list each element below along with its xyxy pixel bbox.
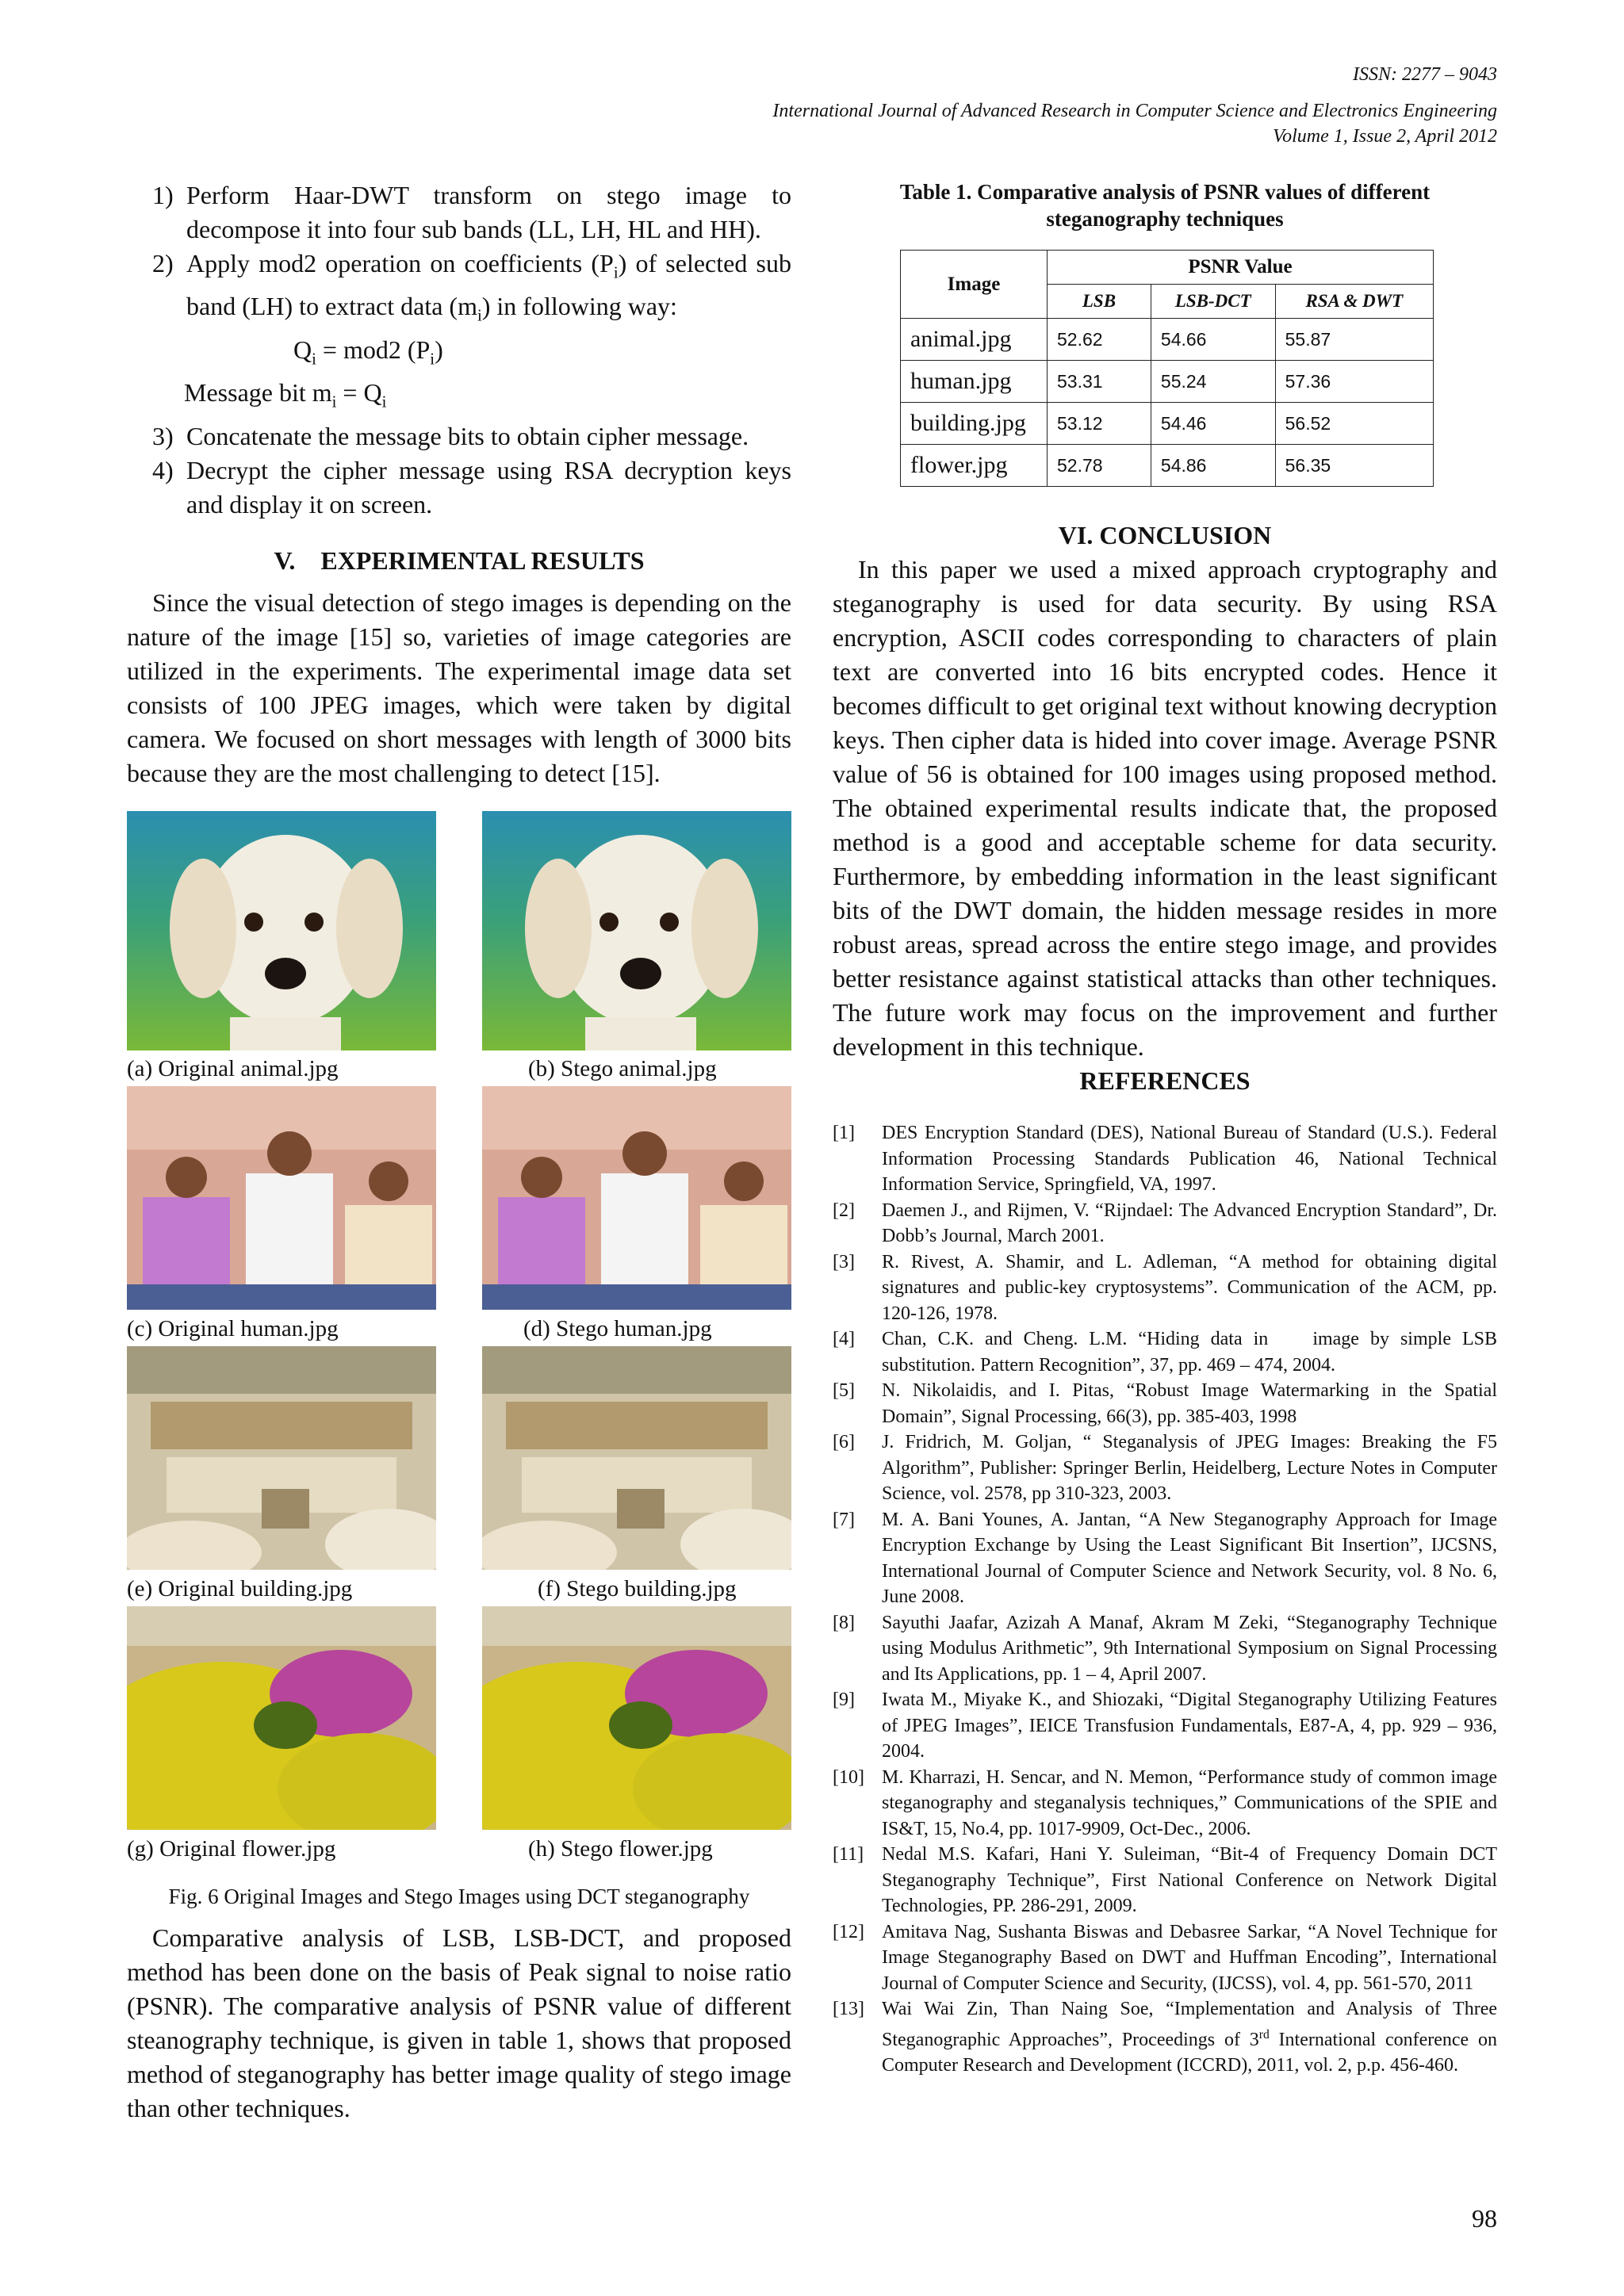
caption-c: (c) Original human.jpg	[127, 1315, 339, 1341]
psnr-table	[900, 250, 1434, 487]
caption-b: (b) Stego animal.jpg	[528, 1055, 717, 1081]
reference-item: [8] Sayuthi Jaafar, Azizah A Manaf, Akram M Zeki, “Steganography Technique using Modulus Arithmetic”, 9th International Symposium on Signal Processing and Its Applications, pp. 1 – 4, April 2007.	[833, 1612, 1497, 1685]
table-row: animal.jpg 52.62 54.66 55.87	[901, 319, 1434, 361]
reference-list	[833, 1120, 1502, 2079]
experimental-paragraph: Since the visual detection of stego images is depending on the nature of the image [15] so, varieties of image categories are utilized in the experiments. The experimental image data set consists of 100 JPEG images, which were taken by digital camera. We focused on short messages with length of 3000 bits because they are the most challenging to detect [15].	[127, 587, 791, 787]
reference-item: [11] Nedal M.S. Kafari, Hani Y. Suleiman, “Bit-4 of Frequency Domain DCT Steganography Technique”, First National Conference on Network Digital Technologies, PP. 286-291, 2009.	[833, 1844, 1497, 1916]
reference-item: [1] DES Encryption Standard (DES), National Bureau of Standard (U.S.). Federal Information Processing Standards Publication 46, National Technical Information Service, Springfield, VA, 1997.	[833, 1123, 1497, 1195]
table-row: building.jpg 53.12 54.46 56.52	[901, 403, 1434, 445]
image-stego-human	[482, 1086, 791, 1326]
image-stego-building	[482, 1346, 791, 1586]
extract-step-1: 1) Perform Haar-DWT transform on stego image to decompose it into four sub bands (LL, LH, HL and HH).	[152, 181, 791, 243]
table-1-caption: Table 1. Comparative analysis of PSNR values of different steganography techniques	[899, 180, 1431, 231]
caption-e: (e) Original building.jpg	[127, 1575, 353, 1601]
image-stego-flower	[482, 1606, 791, 1846]
reference-item: [5] N. Nikolaidis, and I. Pitas, “Robust Image Watermarking in the Spatial Domain”, Signal Processing, 66(3), pp. 385-403, 1998	[833, 1380, 1497, 1427]
section-title-references: REFERENCES	[1079, 1066, 1251, 1095]
table-header-lsb-dct: LSB-DCT	[1151, 285, 1275, 319]
table-header-rsa-dwt: RSA & DWT	[1275, 285, 1433, 319]
reference-item: [7] M. A. Bani Younes, A. Jantan, “A New Steganography Approach for Image Encryption Exchange by Using the Least Significant Bit Insertion”, IJCSNS, International Journal of Computer Science and Network Security, vol. 8 No. 6, June 2008.	[833, 1509, 1497, 1607]
table-header-psnr: PSNR Value	[1048, 251, 1434, 285]
section-title-experimental: V. EXPERIMENTAL RESULTS	[274, 545, 645, 575]
reference-item: [9] Iwata M., Miyake K., and Shiozaki, “Digital Steganography Utilizing Features of JPEG Images”, IEICE Transfusion Fundamentals, E87-A, 4, pp. 929 – 936, 2004.	[833, 1689, 1497, 1762]
journal-name: International Journal of Advanced Research in Computer Science and Electronics Engineering	[772, 101, 1497, 121]
reference-item: [10] M. Kharrazi, H. Sencar, and N. Memon, “Performance study of common image steganography and steganalysis techniques,” Communications of the SPIE and IS&T, 15, No.4, pp. 1017-9909, Oct-Dec., 2006.	[833, 1766, 1497, 1839]
reference-item: [3] R. Rivest, A. Shamir, and L. Adleman, “A method for obtaining digital signatures and public-key cryptosystems”. Communication of the ACM, pp. 120-126, 1978.	[833, 1251, 1497, 1324]
caption-g: (g) Original flower.jpg	[127, 1835, 336, 1862]
image-original-flower	[127, 1606, 436, 1846]
table-row: flower.jpg 52.78 54.86 56.35	[901, 445, 1434, 487]
volume-issue: Volume 1, Issue 2, April 2012	[1273, 126, 1497, 147]
image-original-animal	[127, 811, 436, 1050]
caption-d: (d) Stego human.jpg	[523, 1315, 712, 1341]
equation-q: $Q_i = mod2$ $(P_i)$	[293, 335, 443, 369]
reference-item: [12] Amitava Nag, Sushanta Biswas and Debasree Sarkar, “A Novel Technique for Image Steganography Based on DWT and Huffman Encoding”, International Journal of Computer Science and Security, (IJCSS), vol. 4, pp. 561-570, 2011	[833, 1921, 1497, 1994]
conclusion-paragraph: In this paper we used a mixed approach cryptography and steganography is used for data security. By using RSA encryption, ASCII codes corresponding to characters of plain text are converted into 16 bits encrypted codes. Hence it becomes difficult to get original text without knowing decryption keys. Then cipher data is hided into cover image. Average PSNR value of 56 is obtained for 100 images using proposed method. The obtained experimental results indicate that, the proposed method is a good and acceptable scheme for data security. Furthermore, by embedding information in the least significant bits of the DWT domain, the hidden message resides in more robust areas, spread across the entire stego image, and provides better resistance against statistical attacks than other techniques. The future work may focus on the improvement and further development in this technique.	[833, 555, 1497, 1061]
equation-message-bit: Message bit $m_i = Q_i$	[184, 378, 387, 411]
issn: ISSN: 2277 – 9043	[1353, 64, 1497, 85]
comparative-paragraph: Comparative analysis of LSB, LSB-DCT, and proposed method has been done on the basis of Peak signal to noise ratio (PSNR). The comparative analysis of PSNR value of different steanography technique, is given in table 1, shows that proposed method of steganography has better image quality of stego image than other techniques.	[127, 1923, 791, 2122]
extract-step-3: 3) Concatenate the message bits to obtain cipher message.	[152, 421, 749, 450]
right-column	[833, 178, 1502, 2079]
reference-item: [13] Wai Wai Zin, Than Naing Soe, “Implementation and Analysis of Three Steganographic Approaches”, Proceedings of 3rd International conference on Computer Research and Development (ICCRD), 2011, vol. 2, p.p. 456-460.	[833, 1999, 1498, 2076]
reference-item: [4] Chan, C.K. and Cheng. L.M. “Hiding data in image by simple LSB substitution. Pattern Recognition”, 37, pp. 469 – 474, 2004.	[833, 1329, 1502, 1376]
caption-h: (h) Stego flower.jpg	[528, 1835, 713, 1862]
figure-6-caption: Fig. 6 Original Images and Stego Images using DCT steganography	[168, 1884, 750, 1908]
caption-a: (a) Original animal.jpg	[127, 1055, 339, 1081]
extract-step-4: 4) Decrypt the cipher message using RSA decryption keys and display it on screen.	[152, 455, 791, 519]
page-number: 98	[1472, 2204, 1497, 2233]
reference-item: [2] Daemen J., and Rijmen, V. “Rijndael: The Advanced Encryption Standard”, Dr. Dobb’s Journal, March 2001.	[833, 1200, 1497, 1246]
image-original-building	[127, 1346, 436, 1586]
table-header-image: Image	[901, 251, 1048, 319]
running-header	[772, 62, 1497, 149]
table-header-lsb: LSB	[1048, 285, 1151, 319]
reference-item: [6] J. Fridrich, M. Goljan, “ Steganalysis of JPEG Images: Breaking the F5 Algorithm”, Publisher: Springer Berlin, Heidelberg, Lecture Notes in Computer Science, vol. 2578, pp 310-323, 2003.	[833, 1432, 1497, 1504]
table-row: human.jpg 53.31 55.24 57.36	[901, 361, 1434, 403]
left-column	[127, 178, 791, 2126]
extract-step-2: 2) Apply mod2 operation on coefficients $(P_i)$ of selected sub band (LH) to extract data $(m_i)$ in following way:	[152, 249, 792, 325]
caption-f: (f) Stego building.jpg	[538, 1575, 737, 1601]
image-original-human	[127, 1086, 436, 1326]
figure-6	[127, 811, 791, 1862]
section-title-conclusion: VI. CONCLUSION	[1058, 521, 1272, 549]
image-stego-animal	[482, 811, 791, 1050]
